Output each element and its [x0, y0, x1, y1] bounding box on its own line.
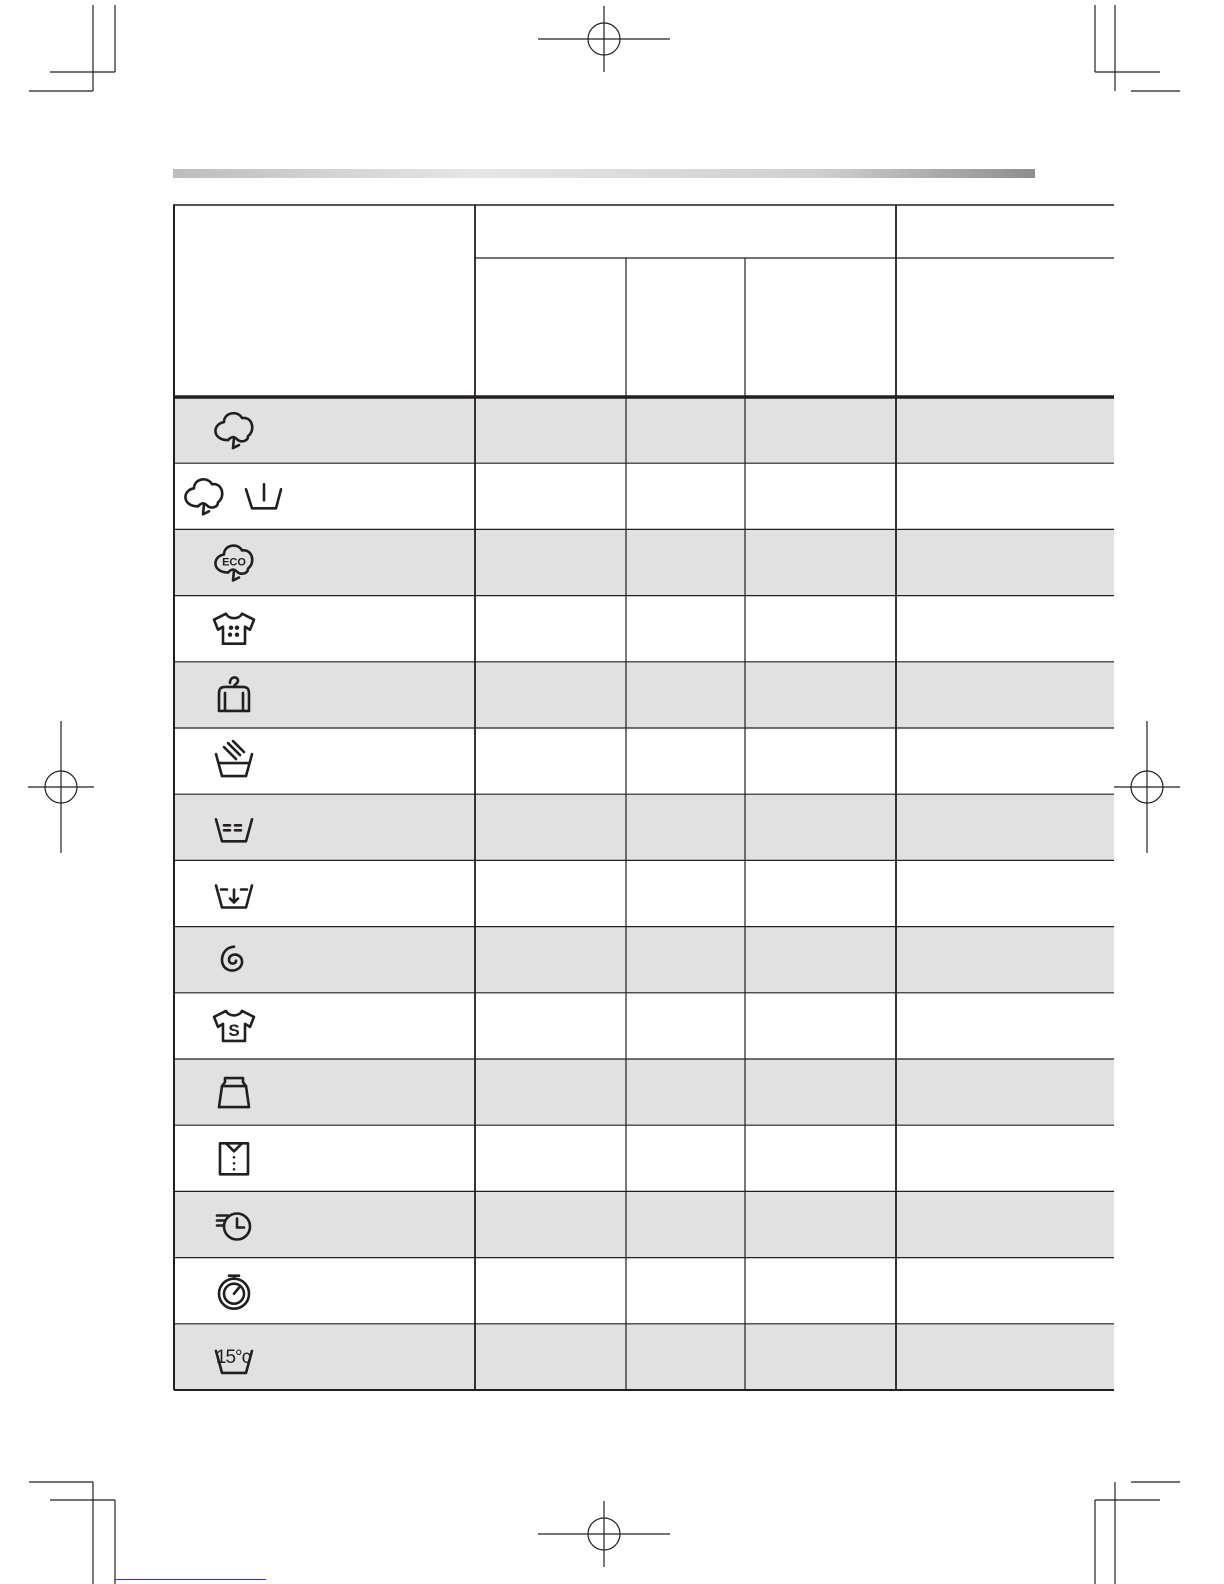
table-row: [174, 993, 1114, 1059]
bottom-hyperlink-underline: [115, 1579, 266, 1580]
table-row: [174, 927, 1114, 993]
table-row: [174, 1125, 1114, 1191]
table-row: [174, 596, 1114, 662]
table-row: [174, 662, 1114, 728]
table-row: [174, 1324, 1114, 1390]
table-row: [174, 397, 1114, 463]
table-row: [174, 728, 1114, 794]
table-row: [174, 794, 1114, 860]
svg-text:15°c: 15°c: [215, 1346, 251, 1368]
table-row: [174, 463, 1114, 529]
svg-text:S: S: [228, 1020, 240, 1040]
table-row: [174, 1258, 1114, 1324]
table-row: [174, 529, 1114, 595]
table-row: [174, 860, 1114, 926]
table-row: [174, 1191, 1114, 1257]
svg-text:ECO: ECO: [222, 556, 246, 569]
table-row: [174, 1059, 1114, 1125]
